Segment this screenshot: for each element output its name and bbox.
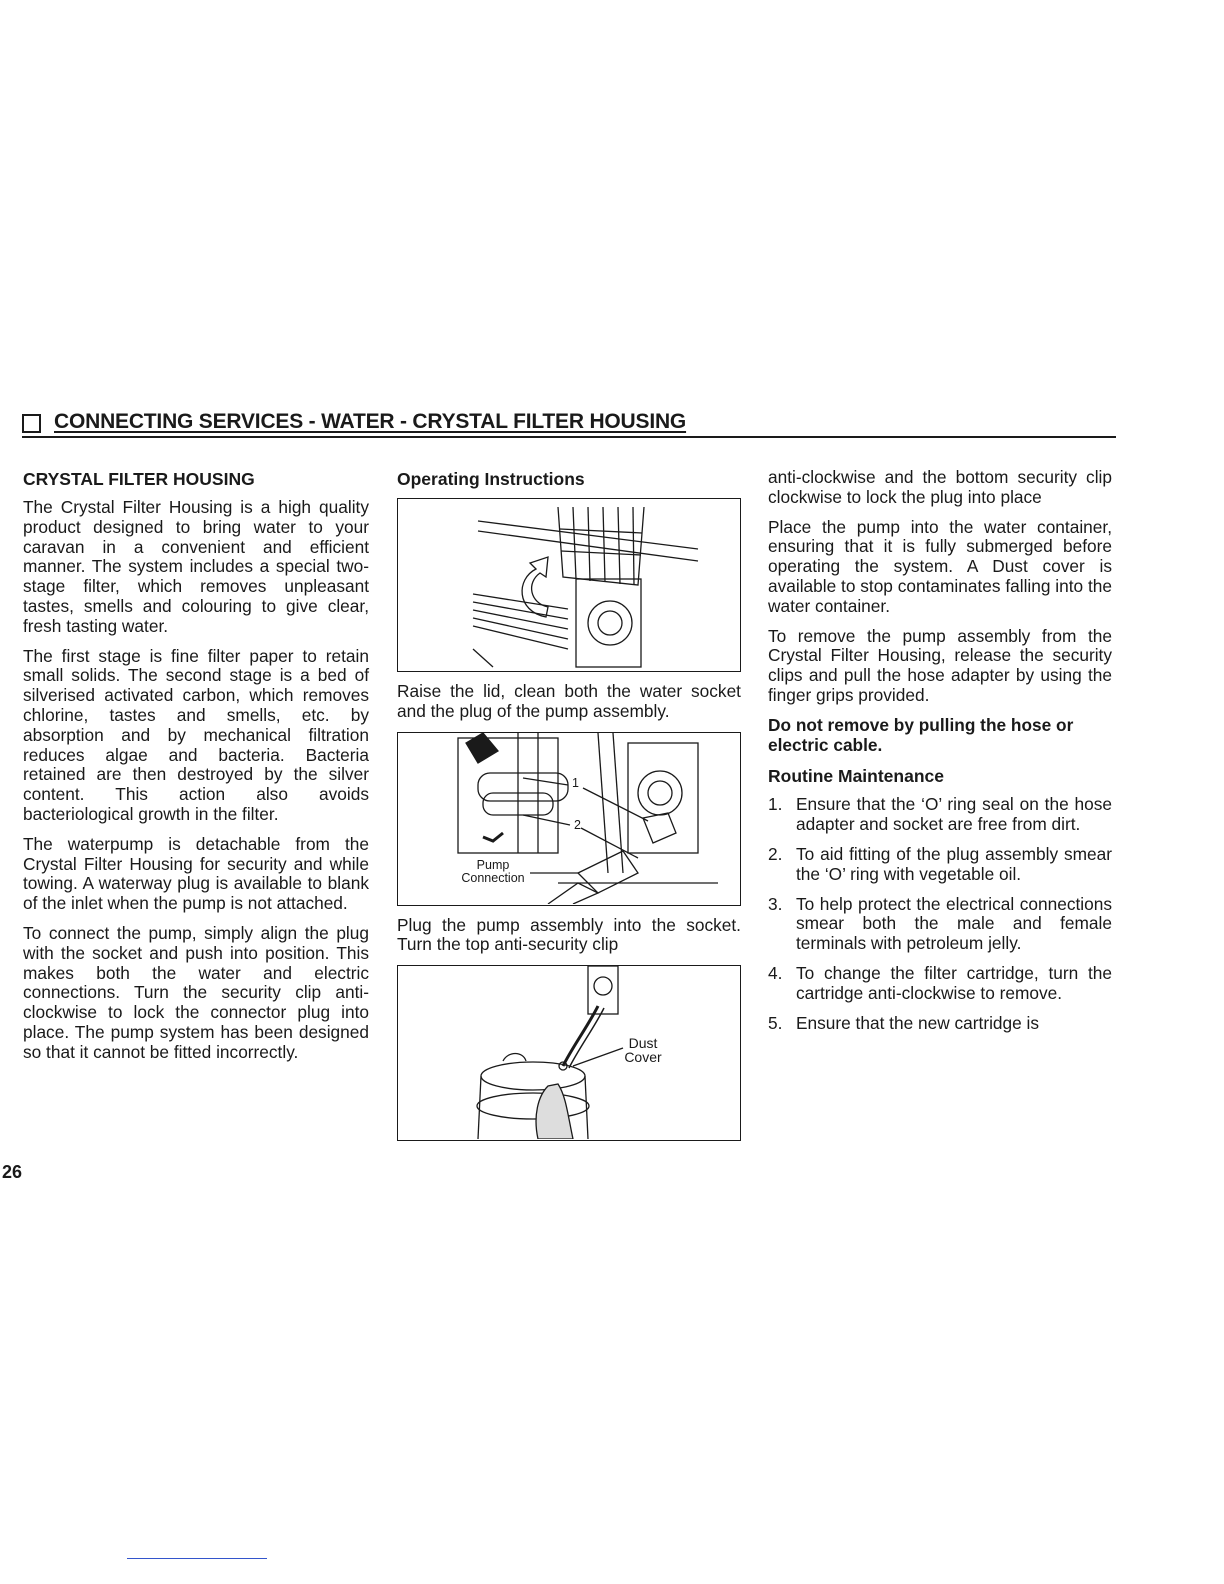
step-number: 3. bbox=[768, 893, 783, 914]
section-title: CONNECTING SERVICES - WATER - CRYSTAL FILTER HOUSING bbox=[54, 410, 687, 433]
operating-instructions-heading: Operating Instructions bbox=[397, 469, 585, 489]
list-item bbox=[768, 795, 1112, 835]
step-text: Ensure that the new cartridge is bbox=[796, 1012, 1040, 1033]
callout-1-label: 1 bbox=[572, 775, 579, 790]
list-item bbox=[768, 895, 1112, 954]
figure-pump-connection bbox=[397, 732, 741, 906]
list-item bbox=[768, 1014, 1112, 1034]
step-text: Ensure that the ‘O’ ring seal on the hose adapter and socket are free from dirt. bbox=[796, 794, 1112, 835]
paragraph: To remove the pump assembly from the Crystal Filter Housing, release the security clips and pull the hose adapter by using the finger grips provided. bbox=[768, 625, 1112, 705]
step-text: To change the filter cartridge, turn the cartridge anti-clockwise to remove. bbox=[796, 962, 1112, 1003]
section-header bbox=[22, 408, 1116, 438]
paragraph: The first stage is fine filter paper to retain small solids. The second stage is a bed of silverised activated carbon, which removes chlorine, tastes and smells, etc. by absorption and by mechanical filtration reduces algae and bacteria. Bacteria retained are then destroyed by the silver content. This action also avoids bacteriological growth in the filter. bbox=[23, 645, 369, 824]
dust-cover-line1: Dust bbox=[628, 1035, 658, 1052]
column-left bbox=[23, 468, 369, 1073]
figure-caption: Plug the pump assembly into the socket. Turn the top anti-security clip bbox=[397, 914, 741, 955]
paragraph: The Crystal Filter Housing is a high quality product designed to bring water to your caravan in a convenient and efficient manner. The system includes a special two-stage filter, which removes unpleasant tastes, smells and colouring to give clear, fresh tasting water. bbox=[23, 497, 369, 636]
list-item bbox=[768, 964, 1112, 1004]
crystal-filter-heading: CRYSTAL FILTER HOUSING bbox=[23, 469, 255, 489]
figure-dust-cover bbox=[397, 965, 741, 1141]
checkbox-square-icon bbox=[22, 414, 41, 433]
warning-note: Do not remove by pulling the hose or electric cable. bbox=[768, 714, 1074, 755]
step-number: 5. bbox=[768, 1012, 783, 1033]
paragraph: The waterpump is detachable from the Crystal Filter Housing for security and while towing. A waterway plug is available to blank of the inlet when the pump is not attached. bbox=[23, 833, 369, 914]
pump-connection-line1: Pump bbox=[476, 857, 510, 872]
step-number: 4. bbox=[768, 962, 783, 983]
column-middle bbox=[397, 468, 741, 1151]
step-number: 1. bbox=[768, 794, 783, 815]
pump-connection-label bbox=[454, 859, 532, 885]
step-text: To aid fitting of the plug assembly smear the ‘O’ ring with vegetable oil. bbox=[796, 843, 1112, 884]
pump-connection-illustration bbox=[398, 733, 739, 904]
routine-maintenance-heading: Routine Maintenance bbox=[768, 766, 944, 787]
callout-2-label: 2 bbox=[574, 817, 581, 832]
figure-caption: Raise the lid, clean both the water socket and the plug of the pump assembly. bbox=[397, 681, 741, 721]
filter-housing-illustration bbox=[398, 499, 739, 670]
figure-raise-lid bbox=[397, 498, 741, 672]
paragraph: anti-clockwise and the bottom security clip clockwise to lock the plug into place bbox=[768, 467, 1112, 507]
page-number: 26 bbox=[2, 1162, 23, 1182]
paragraph: Place the pump into the water container, ensuring that it is fully submerged before operating the system. A Dust cover is available to stop contaminates falling into the water container. bbox=[768, 516, 1112, 616]
column-right bbox=[768, 468, 1112, 1043]
paragraph: To connect the pump, simply align the plug with the socket and push into position. This makes both the water and electric connections. Turn the security clip anti-clockwise to lock the connector plug into place. The pump system has been designed so that it cannot be fitted incorrectly. bbox=[23, 922, 369, 1062]
dust-cover-line2: Cover bbox=[624, 1049, 662, 1066]
pump-connection-line2: Connection bbox=[461, 870, 525, 885]
list-item bbox=[768, 845, 1112, 885]
maintenance-steps bbox=[768, 795, 1112, 1033]
dust-cover-illustration bbox=[398, 966, 739, 1139]
step-number: 2. bbox=[768, 843, 783, 864]
step-text: To help protect the electrical connections smear both the male and female terminals with petroleum jelly. bbox=[796, 893, 1112, 954]
divider bbox=[127, 1558, 267, 1559]
dust-cover-label bbox=[620, 1036, 666, 1064]
